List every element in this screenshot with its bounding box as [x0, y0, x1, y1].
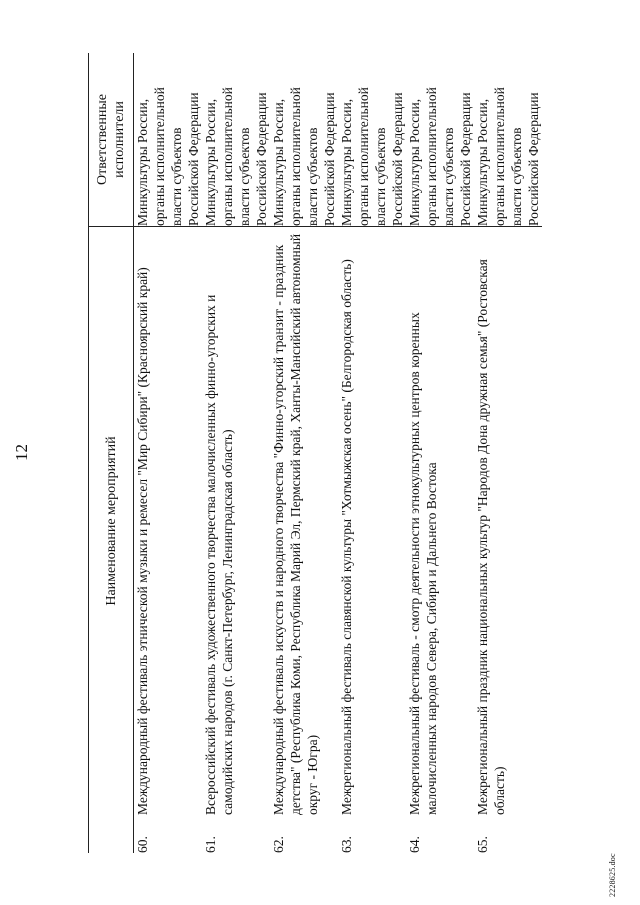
header-number: [89, 815, 134, 853]
event-name: Международный фестиваль этнической музыки и ремесел "Мир Сибири" (Красноярский край): [135, 267, 150, 815]
executor-line: Минкультуры России,: [407, 98, 422, 226]
executor-line: Российской Федерации: [186, 92, 201, 226]
executor-line: органы исполнительной: [424, 87, 439, 226]
table-row: [134, 53, 203, 853]
event-name: Международный фестиваль искусств и народного творчества "Финно-угорский транзит - праздник детства" (Республика Коми, Республика Марий Эл, Пермский край, Ханты-Мансийский автономный округ - Югра): [271, 233, 320, 815]
event-name: Межрегиональный фестиваль славянской культуры "Хотмыжская осень" (Белгородская область): [339, 259, 354, 815]
executor-line: Российской Федерации: [526, 92, 541, 226]
row-number: 63.: [339, 836, 354, 853]
executor-line: Минкультуры России,: [475, 98, 490, 226]
table-body: [134, 53, 543, 853]
executor-line: Российской Федерации: [322, 92, 337, 226]
table-row: [338, 53, 406, 853]
table-row: [474, 53, 542, 853]
responsible-executors: [134, 53, 203, 227]
executor-line: органы исполнительной: [356, 87, 371, 226]
executor-line: Минкультуры России,: [271, 98, 286, 226]
table-row: [202, 53, 270, 853]
executor-line: Российской Федерации: [254, 92, 269, 226]
executor-line: органы исполнительной: [492, 87, 507, 226]
row-number: 60.: [135, 836, 150, 853]
responsible-executors: [202, 53, 270, 227]
row-number: 64.: [407, 836, 422, 853]
event-name: Межрегиональный фестиваль - смотр деятельности этнокультурных центров коренных малочисленных народов Севера, Сибири и Дальнего Востока: [407, 312, 439, 815]
executor-line: Минкультуры России,: [339, 98, 354, 226]
event-name: Межрегиональный праздник национальных культур "Народов Дона дружная семья" (Ростовская область): [475, 259, 507, 815]
executor-line: Российской Федерации: [390, 92, 405, 226]
header-executors: [89, 53, 134, 227]
executor-line: власти субъектов: [237, 127, 252, 226]
table-row: [406, 53, 474, 853]
executor-line: Минкультуры России,: [203, 98, 218, 226]
executor-line: органы исполнительной: [220, 87, 235, 226]
responsible-executors: [338, 53, 406, 227]
event-name: Всероссийский фестиваль художественного творчества малочисленных финно-угорских и самодийских народов (г. Санкт-Петербург, Ленинградская область): [203, 294, 235, 815]
header-name: Наименование мероприятий: [89, 227, 134, 816]
table-row: [270, 53, 338, 853]
row-number: 61.: [203, 836, 218, 853]
header-executors-line2: исполнители: [112, 101, 127, 178]
executor-line: власти субъектов: [373, 127, 388, 226]
executor-line: органы исполнительной: [288, 87, 303, 226]
executor-line: Российской Федерации: [458, 92, 473, 226]
row-number: 65.: [475, 836, 490, 853]
executor-line: власти субъектов: [441, 127, 456, 226]
responsible-executors: [406, 53, 474, 227]
executor-line: власти субъектов: [169, 127, 184, 226]
page-number: 12: [12, 444, 31, 461]
events-table: [88, 53, 542, 853]
header-executors-line1: Ответственные: [95, 94, 110, 185]
table-header-row: [89, 53, 134, 853]
row-number: 62.: [271, 836, 286, 853]
executor-line: органы исполнительной: [152, 87, 167, 226]
responsible-executors: [474, 53, 542, 227]
responsible-executors: [270, 53, 338, 227]
executor-line: власти субъектов: [305, 127, 320, 226]
executor-line: Минкультуры России,: [135, 98, 150, 226]
executor-line: власти субъектов: [509, 127, 524, 226]
document-code: 2228625.doc: [608, 853, 617, 897]
